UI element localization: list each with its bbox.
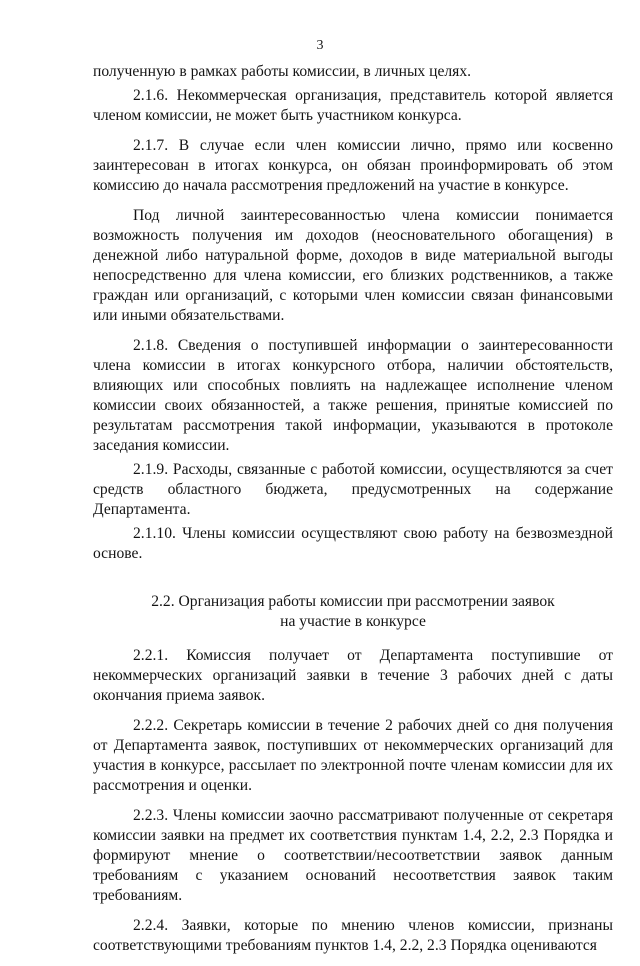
section-heading-line2: на участие в конкурсе: [280, 613, 426, 630]
page-number: 3: [316, 38, 324, 53]
paragraph-2-2-3: 2.2.3. Члены комиссии заочно рассматривают полученные от секретаря комиссии заявки на предмет их соответствия пунктам 1.4, 2.2, 2.3 Порядка и формируют мнение о соответствии/несоответствии заявок данным требованиям с указанием оснований несоответствия заявок таким требованиям.: [93, 807, 613, 904]
paragraph-2-1-7: 2.1.7. В случае если член комиссии лично, прямо или косвенно заинтересован в итогах конкурса, он обязан проинформировать об этом комиссию до начала рассмотрения предложений на участие в конкурсе.: [93, 137, 613, 194]
section-heading-line1: 2.2. Организация работы комиссии при рассмотрении заявок: [151, 593, 555, 610]
paragraph-2-2-1: 2.2.1. Комиссия получает от Департамента поступившие от некоммерческих организаций заявки в течение 3 рабочих дней с даты окончания приема заявок.: [93, 647, 613, 704]
paragraph-2-2-2: 2.2.2. Секретарь комиссии в течение 2 рабочих дней со дня получения от Департамента заявок, поступивших от некоммерческих организаций для участия в конкурсе, рассылает по электронной почте членам комиссии для их рассмотрения и оценки.: [93, 717, 613, 794]
paragraph-2-1-8: 2.1.8. Сведения о поступившей информации о заинтересованности члена комиссии в итогах конкурсного отбора, наличии обстоятельств, влияющих или способных повлиять на надлежащее исполнение членом комиссии своих обязанностей, а также решения, принятые комиссией по результатам рассмотрения такой информации, указываются в протоколе заседания комиссии.: [93, 337, 613, 454]
document-body: [93, 62, 613, 966]
section-heading-2-2: [93, 592, 613, 632]
paragraph-personal-interest: Под личной заинтересованностью члена комиссии понимается возможность получения им доходов (неосновательного обогащения) в денежной либо натуральной форме, доходов в виде материальной выгоды непосредственно для члена комиссии, его близких родственников, а также граждан или организаций, с которыми член комиссии связан финансовыми или иными обязательствами.: [93, 207, 613, 324]
paragraph-2-1-10: 2.1.10. Члены комиссии осуществляют свою работу на безвозмездной основе.: [93, 525, 613, 562]
paragraph-2-1-9: 2.1.9. Расходы, связанные с работой комиссии, осуществляются за счет средств областного бюджета, предусмотренных на содержание Департамента.: [93, 461, 613, 518]
paragraph-continuation: полученную в рамках работы комиссии, в личных целях.: [93, 63, 472, 80]
paragraph-2-1-6: 2.1.6. Некоммерческая организация, представитель которой является членом комиссии, не может быть участником конкурса.: [93, 87, 613, 124]
paragraph-2-2-4: 2.2.4. Заявки, которые по мнению членов комиссии, признаны соответствующими требованиям пунктов 1.4, 2.2, 2.3 Порядка оцениваются: [93, 917, 613, 954]
